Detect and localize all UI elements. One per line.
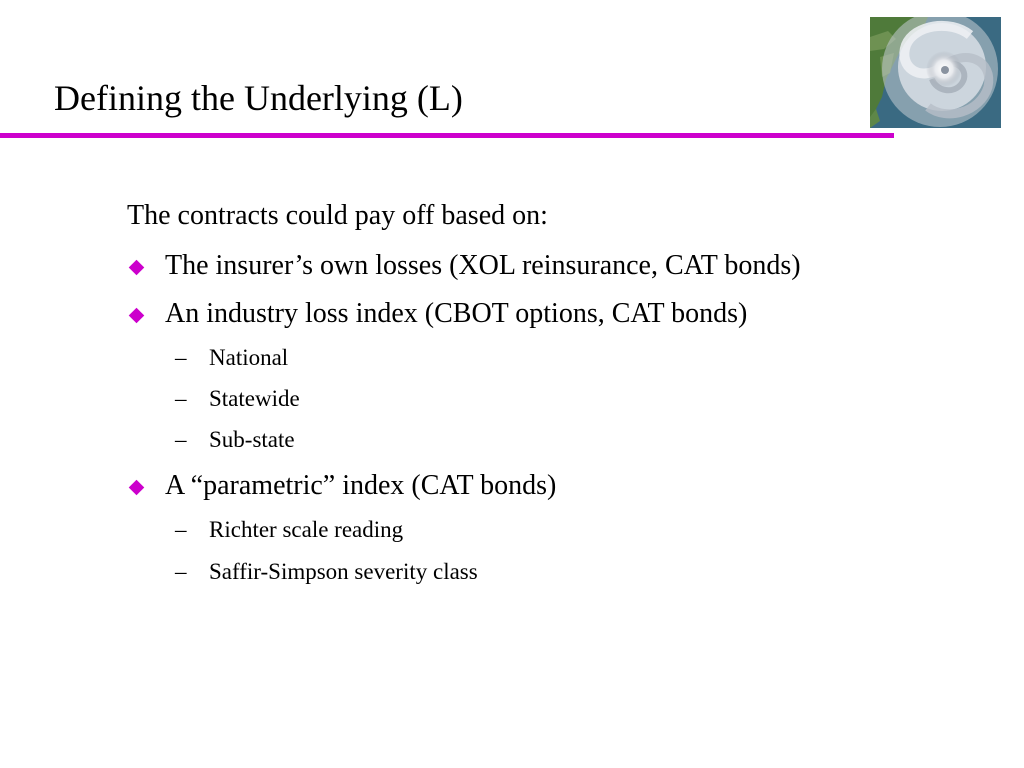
hurricane-satellite-image — [870, 17, 1001, 128]
sub-bullet-text: Sub-state — [209, 427, 295, 452]
title-underline — [0, 133, 894, 138]
dash-marker: – — [175, 427, 187, 452]
sub-bullet-text: Statewide — [209, 386, 300, 411]
dash-marker: – — [175, 517, 187, 542]
diamond-bullet-icon — [129, 480, 145, 496]
bullet-text: A “parametric” index (CAT bonds) — [165, 470, 557, 501]
dash-marker: – — [175, 386, 187, 411]
diamond-bullet-icon — [129, 260, 145, 276]
dash-marker: – — [175, 345, 187, 370]
dash-marker: – — [175, 559, 187, 584]
bullet-text: An industry loss index (CBOT options, CAT bonds) — [165, 298, 748, 329]
sub-bullet-text: Richter scale reading — [209, 517, 404, 542]
intro-text: The contracts could pay off based on: — [127, 200, 548, 231]
bullet-text: The insurer’s own losses (XOL reinsurance, CAT bonds) — [165, 250, 801, 281]
sub-bullet-text: National — [209, 345, 289, 370]
slide-title: Defining the Underlying (L) — [54, 78, 463, 118]
diamond-bullet-icon — [129, 308, 145, 324]
sub-bullet-text: Saffir-Simpson severity class — [209, 559, 478, 584]
